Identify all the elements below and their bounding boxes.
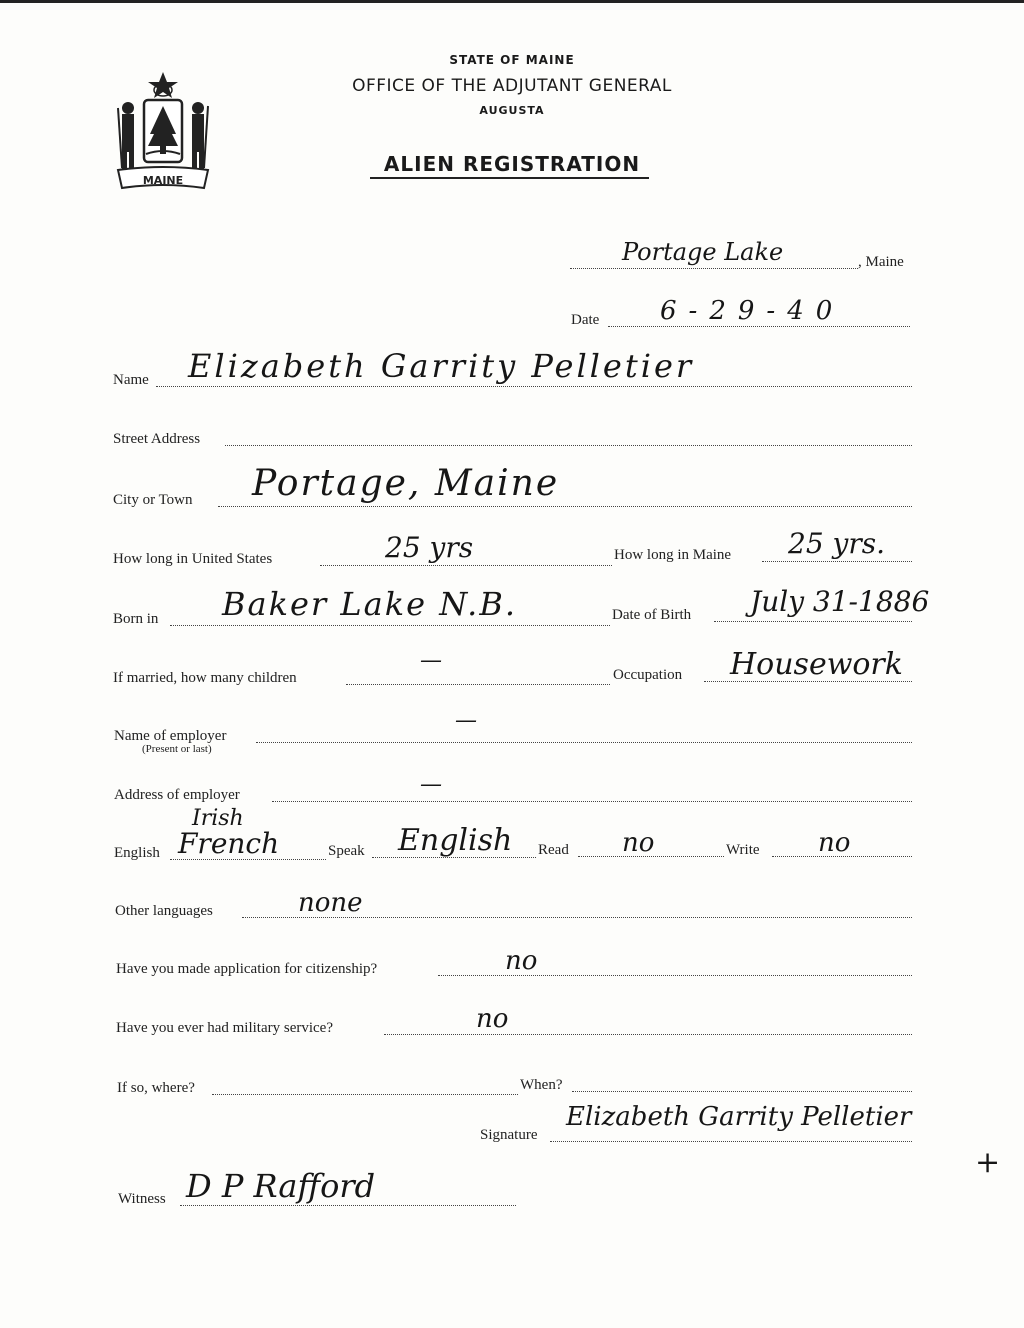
how-long-maine-value: 25 yrs. bbox=[788, 527, 886, 560]
where-label: If so, where? bbox=[117, 1080, 195, 1096]
witness-value: D P Rafford bbox=[186, 1167, 376, 1205]
when-dots bbox=[572, 1091, 912, 1092]
english-label: English bbox=[114, 845, 160, 861]
employer-address-dots bbox=[272, 801, 912, 802]
place-dots bbox=[570, 268, 858, 269]
citizenship-value: no bbox=[505, 946, 538, 976]
english-value-top: Irish bbox=[192, 806, 244, 831]
citizenship-label: Have you made application for citizenship? bbox=[116, 961, 378, 977]
header-office: OFFICE OF THE ADJUTANT GENERAL bbox=[352, 76, 672, 96]
date-label: Date bbox=[571, 312, 600, 328]
where-dots bbox=[212, 1094, 518, 1095]
form-title: ALIEN REGISTRATION bbox=[383, 152, 641, 176]
city-value: Portage, Maine bbox=[252, 463, 560, 504]
name-label: Name bbox=[113, 372, 149, 388]
how-long-us-dots bbox=[320, 565, 612, 566]
witness-label: Witness bbox=[118, 1191, 166, 1207]
born-in-dots bbox=[170, 625, 610, 626]
signature-mark: + bbox=[975, 1145, 1001, 1180]
how-long-us-value: 25 yrs bbox=[385, 531, 474, 564]
employer-address-value: — bbox=[420, 772, 442, 797]
military-label: Have you ever had military service? bbox=[116, 1020, 333, 1036]
children-value: — bbox=[420, 648, 442, 673]
street-dots bbox=[225, 445, 912, 446]
signature-label: Signature bbox=[480, 1127, 538, 1143]
city-dots bbox=[218, 506, 912, 507]
employer-address-label: Address of employer bbox=[114, 787, 240, 803]
other-languages-value: none bbox=[298, 888, 363, 918]
dob-value: July 31-1886 bbox=[750, 585, 930, 618]
seal-text: MAINE bbox=[142, 174, 184, 187]
employer-label: Name of employer bbox=[114, 728, 227, 744]
speak-label: Speak bbox=[328, 843, 365, 859]
name-dots bbox=[156, 386, 912, 387]
city-label: City or Town bbox=[113, 492, 193, 508]
write-value: no bbox=[818, 828, 851, 858]
header-state: STATE OF MAINE bbox=[449, 53, 575, 67]
when-label: When? bbox=[520, 1077, 563, 1093]
witness-dots bbox=[180, 1205, 516, 1206]
employer-dots bbox=[256, 742, 912, 743]
military-value: no bbox=[476, 1004, 509, 1034]
place-value: Portage Lake bbox=[622, 238, 784, 266]
born-in-value: Baker Lake N.B. bbox=[222, 585, 518, 623]
street-label: Street Address bbox=[113, 431, 201, 447]
write-label: Write bbox=[726, 842, 760, 858]
children-label: If married, how many children bbox=[113, 670, 297, 686]
how-long-us-label: How long in United States bbox=[113, 551, 273, 567]
read-value: no bbox=[622, 828, 655, 858]
english-value: French bbox=[178, 827, 280, 860]
dob-dots bbox=[714, 621, 912, 622]
how-long-maine-dots bbox=[762, 561, 912, 562]
employer-value: — bbox=[455, 708, 477, 733]
other-languages-label: Other languages bbox=[115, 903, 213, 919]
title-underline bbox=[370, 177, 649, 179]
occupation-label: Occupation bbox=[613, 667, 683, 683]
dob-label: Date of Birth bbox=[612, 607, 692, 623]
children-dots bbox=[346, 684, 610, 685]
employer-sublabel: (Present or last) bbox=[142, 743, 212, 755]
read-label: Read bbox=[538, 842, 569, 858]
date-dots bbox=[608, 326, 910, 327]
how-long-maine-label: How long in Maine bbox=[614, 547, 732, 563]
signature-dots bbox=[550, 1141, 912, 1142]
header-city: AUGUSTA bbox=[479, 104, 545, 117]
name-value: Elizabeth Garrity Pelletier bbox=[188, 347, 695, 385]
speak-value: English bbox=[398, 823, 513, 858]
place-suffix: , Maine bbox=[858, 254, 904, 270]
signature-value: Elizabeth Garrity Pelletier bbox=[566, 1102, 912, 1132]
date-value: 6-29-40 bbox=[660, 296, 845, 326]
scan-border bbox=[0, 0, 1024, 3]
born-in-label: Born in bbox=[113, 611, 159, 627]
military-dots bbox=[384, 1034, 912, 1035]
occupation-value: Housework bbox=[730, 647, 903, 682]
